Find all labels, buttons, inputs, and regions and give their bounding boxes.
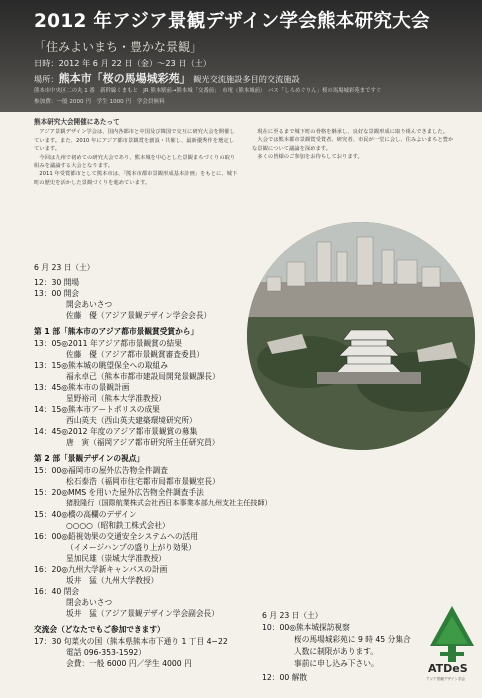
- tour-limit: 人数に制限があります。: [294, 647, 378, 656]
- greeting-speaker: 佐藤 優（アジア景観デザイン学会会長）: [66, 311, 212, 320]
- page-title: 2012 年アジア景観デザイン学会熊本研究大会: [34, 11, 430, 32]
- program-item: 14：45◎2012 年度のアジア都市景観賞の募集: [34, 427, 198, 436]
- venue-line: [34, 70, 300, 86]
- venue-desc: 観光交流施設多目的交流施設: [193, 74, 300, 84]
- program-speaker: ○○○○（昭和鉄工株式会社）: [66, 521, 170, 530]
- venue-name: 熊本市「桜の馬場城彩苑」: [58, 72, 191, 85]
- logo-subtext: アジア景観デザイン学会: [426, 677, 466, 681]
- program-speaker: （イメージハンプの盛り上がり効果）: [66, 543, 196, 552]
- tour-end: 12：00 解散: [262, 673, 308, 682]
- intro-paragraph: アジア景観デザイン学会は、国内各都市と中国及び韓国で交互に研究大会を開催しています。また、2010 年にアジア都市景観賞を創設・共催し、最新優秀作を選定しています。: [34, 129, 235, 153]
- reception-title: 交流会（どなたでもご参加できます）: [34, 625, 165, 634]
- program-speaker: 佐藤 優（アジア都市景観賞審査委員）: [66, 350, 205, 359]
- intro-paragraph: 2011 年受賞都市として熊本市は、「熊本市都市景観形成基本計画」をもとに、城下町の歴史を活かした景観づくりを進めています。: [34, 171, 238, 186]
- atdes-logo: [426, 604, 478, 688]
- program-speaker: 猪股隆行（国際航業株式会社西日本事業本部九州支社主任技師）: [66, 498, 272, 507]
- reception-phone: 電話 096-353-1592）: [66, 648, 146, 657]
- program-speaker: 松石泰浩（福岡市住宅都市局都市景観室長）: [66, 477, 220, 486]
- logo-text: ATDeS: [428, 662, 468, 675]
- intro-paragraph: 大会では熊本都市景観賞受賞者、研究者、市民が一堂に会し、住みよいまちと豊かな景観について議論を深めます。: [252, 137, 454, 152]
- start-time: 13：00 開会: [34, 289, 80, 298]
- intro-col-1: [34, 118, 239, 187]
- address-line: 熊本市中央区二の丸 1 番 新幹線くまもと JR 熊本駅前→熊本城「交番前」 市電（熊本城前） バス「しろめぐりん」桜の馬場城彩苑まですぐ: [34, 88, 382, 94]
- opening-greeting: 開会あいさつ: [66, 300, 113, 309]
- reception-venue: 17：30 旬菜火の国（熊本県熊本市下通り 1 丁目 4−22: [34, 637, 228, 646]
- reception-fee: 会費：一般 6000 円／学生 4000 円: [66, 659, 192, 668]
- tour-item: 10：00◎熊本城探訪視察: [262, 623, 350, 632]
- program-speaker: 坂井 猛（九州大学教授）: [66, 576, 159, 585]
- program-item: 15：20◎MMS を用いた屋外広告物全件調査手法: [34, 488, 204, 497]
- intro-paragraph: 多くの皆様のご参加をお待ちしております。: [257, 154, 363, 161]
- program-item: 15：40◎橋の高欄のデザイン: [34, 510, 137, 519]
- program-item: 16：40 閉会: [34, 587, 80, 596]
- date-line: 日時：2012 年 6 月 22 日（金）〜23 日（土）: [34, 58, 212, 68]
- program-speaker: 星野裕司（熊本大学准教授）: [66, 394, 166, 403]
- kumamoto-castle-photo: [247, 222, 475, 450]
- program-speaker: 唐 寅（福岡アジア都市研究所主任研究員）: [66, 438, 220, 447]
- program-item: 13：05◎2011 年アジア都市景観賞の結果: [34, 339, 182, 348]
- fee-line: 参加費：一般 2000 円 学生 1000 円 学会員無料: [34, 99, 165, 105]
- subtitle: 「住みよいまち・豊かな景観」: [34, 40, 203, 54]
- program-speaker: 坂井 猛（アジア景観デザイン学会副会長）: [66, 609, 219, 618]
- section-2-title: 第 2 部「景観デザインの視点」: [34, 454, 145, 463]
- program-speaker: 西山英夫（西山英夫建築環境研究所）: [66, 416, 197, 425]
- section-1-title: 第 1 部「熊本市のアジア都市景観賞受賞から」: [34, 327, 199, 336]
- day2-date: 6 月 23 日（土）: [262, 611, 323, 620]
- program-item: 16：00◎鉛視効果の交通安全システムへの活用: [34, 532, 198, 541]
- intro-heading: 熊本研究大会開催にあたって: [34, 118, 120, 126]
- closing-greeting: 閉会あいさつ: [66, 598, 113, 607]
- program-speaker: 福永卓己（熊本市都市建設局開発景観課長）: [66, 372, 220, 381]
- intro-col-2: [252, 128, 457, 162]
- venue-label: 場所：: [34, 74, 59, 84]
- program-item: 14：15◎熊本市アートポリスの成果: [34, 405, 160, 414]
- intro-paragraph: 現在に至るまで城下町の骨格を継承し、良好な景観形成に取り組んできました。: [257, 129, 448, 135]
- program-item: 13：45◎熊本市の景観計画: [34, 383, 130, 392]
- program-item: 16：20◎九州大学新キャンパスの計画: [34, 565, 168, 574]
- header-banner: [0, 0, 482, 112]
- tour-meet: 桜の馬場城彩苑に 9 時 45 分集合: [294, 635, 411, 644]
- program-item: 15：00◎福岡市の屋外広告物全件調査: [34, 466, 168, 475]
- program-item: 13：15◎熊本城の眺望保全への取組み: [34, 361, 168, 370]
- day1-date: 6 月 23 日（土）: [34, 263, 95, 272]
- open-time: 12：30 開場: [34, 278, 80, 287]
- tour-apply: 事前に申し込み下さい。: [294, 659, 379, 668]
- program-speaker: 星加民雄（崇城大学准教授）: [66, 554, 166, 563]
- intro-paragraph: 今回は九州で初めての研究大会であり、熊本城を中心とした景観まちづくりの取り組みを議論する大会となります。: [34, 154, 236, 170]
